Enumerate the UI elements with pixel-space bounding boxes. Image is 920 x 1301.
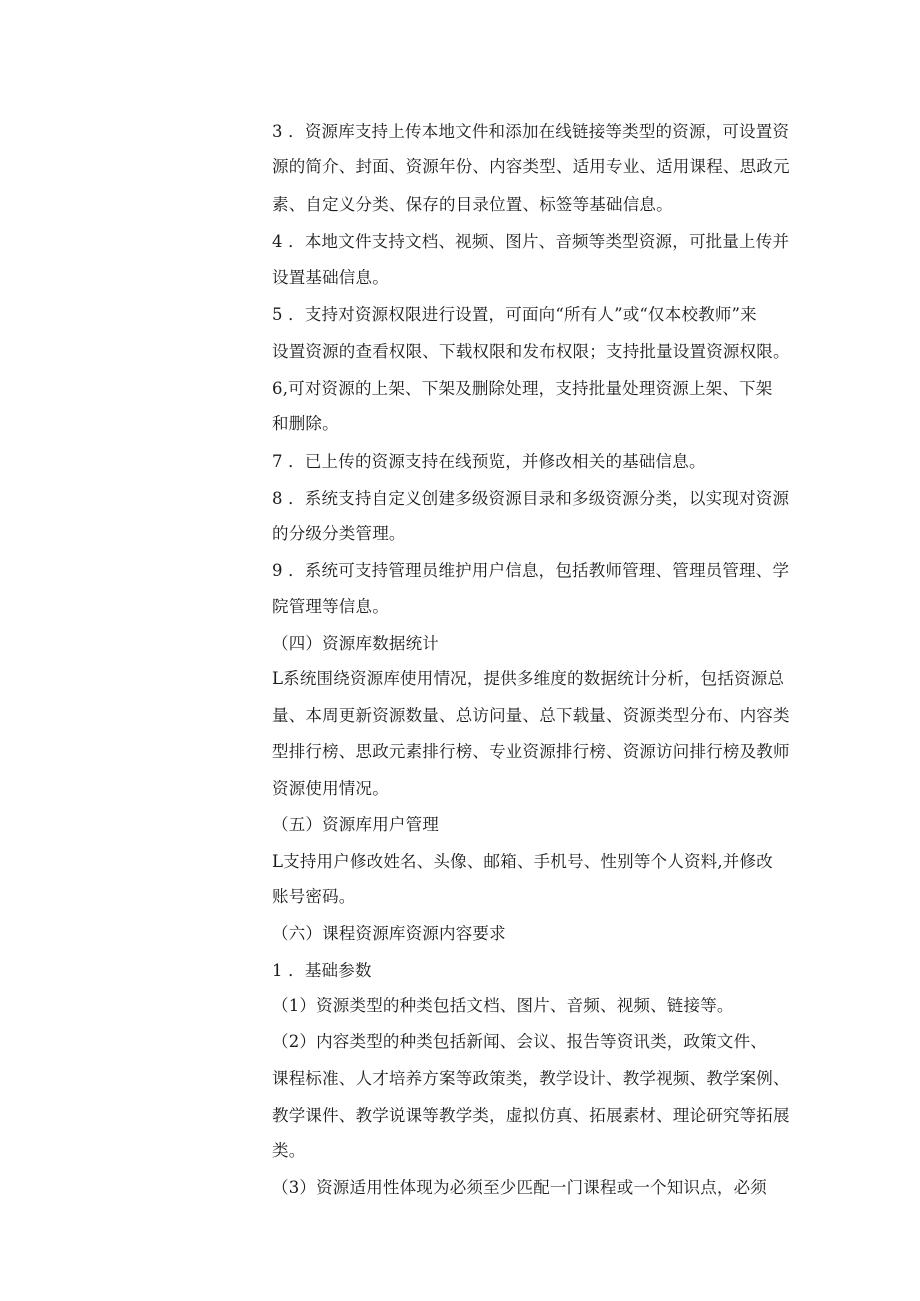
text-line: 9 ．系统可支持管理员维护用户信息，包括教师管理、管理员管理、学	[272, 561, 790, 580]
text-line: 账号密码。	[272, 887, 356, 906]
text-line: （2）内容类型的种类包括新闻、会议、报告等资讯类，政策文件、	[272, 1032, 767, 1051]
text-line: （1）资源类型的种类包括文档、图片、音频、视频、链接等。	[272, 996, 734, 1015]
text-line: 量、本周更新资源数量、总访问量、总下载量、资源类型分布、内容类	[272, 706, 790, 725]
text-line: 资源使用情况。	[272, 779, 389, 798]
text-line: 设置基础信息。	[272, 268, 389, 287]
section-heading: （五）资源库用户管理	[272, 815, 439, 834]
section-heading: （六）课程资源库资源内容要求	[272, 924, 506, 943]
text-line: 类。	[272, 1141, 306, 1160]
text-line: L支持用户修改姓名、头像、邮箱、手机号、性别等个人资料,并修改	[272, 852, 773, 871]
text-line: 设置资源的查看权限、下载权限和发布权限；支持批量设置资源权限。	[272, 342, 790, 361]
section-heading: （四）资源库数据统计	[272, 634, 439, 653]
text-line: 教学课件、教学说课等教学类，虚拟仿真、拓展素材、理论研究等拓展	[272, 1106, 790, 1125]
text-line: 8 ．系统支持自定义创建多级资源目录和多级资源分类，以实现对资源	[272, 489, 790, 508]
text-line: 素、自定义分类、保存的目录位置、标签等基础信息。	[272, 195, 673, 214]
text-line: 5 ．支持对资源权限进行设置，可面向“所有人”或“仅本校教师”来	[272, 305, 757, 324]
text-line: 1 ．基础参数	[272, 961, 372, 980]
text-line: （3）资源适用性体现为必须至少匹配一门课程或一个知识点，必须	[272, 1178, 767, 1197]
text-line: 4 ．本地文件支持文档、视频、图片、音频等类型资源，可批量上传并	[272, 232, 790, 251]
text-line: L系统围绕资源库使用情况，提供多维度的数据统计分析，包括资源总	[272, 669, 785, 688]
text-line: 和删除。	[272, 414, 339, 433]
text-line: 3 ．资源库支持上传本地文件和添加在线链接等类型的资源，可设置资	[272, 122, 790, 141]
text-line: 课程标准、人才培养方案等政策类，教学设计、教学视频、教学案例、	[272, 1069, 790, 1088]
text-line: 6,可对资源的上架、下架及删除处理，支持批量处理资源上架、下架	[272, 379, 773, 398]
text-line: 的分级分类管理。	[272, 524, 406, 543]
text-line: 型排行榜、思政元素排行榜、专业资源排行榜、资源访问排行榜及教师	[272, 742, 790, 761]
text-line: 院管理等信息。	[272, 597, 389, 616]
text-line: 源的简介、封面、资源年份、内容类型、适用专业、适用课程、思政元	[272, 157, 790, 176]
text-line: 7 ．已上传的资源支持在线预览，并修改相关的基础信息。	[272, 452, 706, 471]
